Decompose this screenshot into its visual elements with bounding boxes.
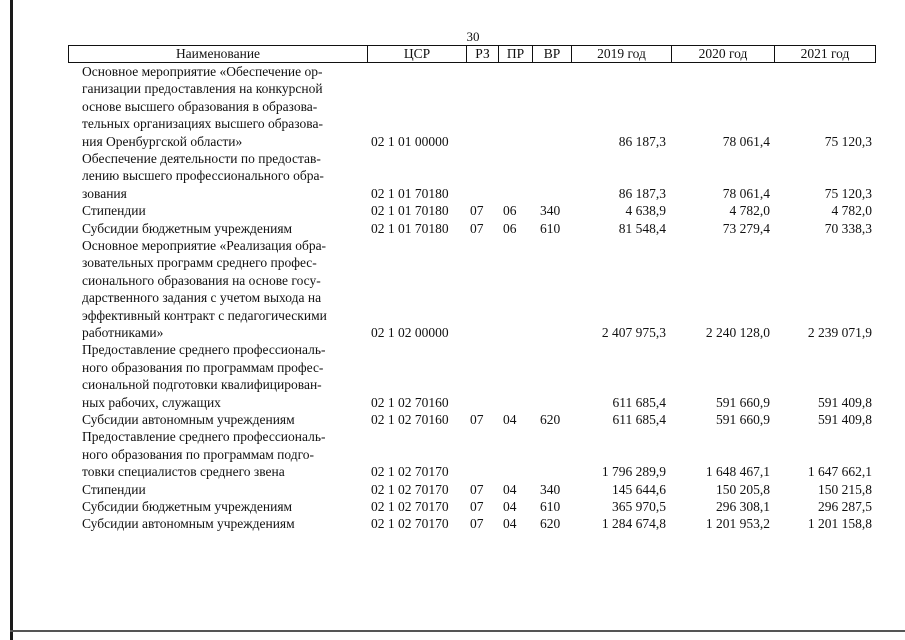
row-name-line: тельных организациях высшего образова- (82, 116, 323, 132)
pr-cell: 06 (503, 203, 517, 219)
row-name-line: работниками» (82, 325, 164, 340)
rz-cell: 07 (470, 203, 484, 219)
csr-cell: 02 1 01 00000 (371, 133, 449, 149)
value-2020-cell: 296 308,1 (716, 499, 770, 514)
vr-cell: 610 (540, 499, 561, 514)
value-2019-cell: 365 970,5 (612, 499, 666, 514)
row-name-line: Основное мероприятие «Обеспечение ор- (82, 64, 323, 79)
row-name-line: Обеспечение деятельности по предостав- (82, 151, 321, 166)
value-2021-cell: 75 120,3 (824, 185, 872, 201)
value-2021-cell: 591 409,8 (818, 412, 872, 427)
page-edge-left (10, 0, 13, 640)
row-name-line: сиональной подготовки квалифицирован- (82, 377, 322, 393)
value-2019-cell: 145 644,6 (612, 481, 666, 497)
header-2019: 2019 год (571, 45, 672, 63)
row-name-line: Основное мероприятие «Реализация обра- (82, 238, 327, 253)
header-vr: ВР (532, 45, 572, 63)
row-name-line: ганизации предоставления на конкурсной (82, 81, 323, 97)
value-2021-cell: 4 782,0 (831, 203, 872, 219)
value-2020-cell: 150 205,8 (716, 481, 770, 497)
row-name-line: основе высшего образования в образова- (82, 98, 318, 114)
row-name-line: лению высшего профессионального обра- (82, 168, 324, 184)
page-number: 30 (466, 29, 480, 44)
csr-cell: 02 1 02 70170 (371, 499, 449, 514)
rz-cell: 07 (470, 499, 484, 514)
value-2021-cell: 150 215,8 (818, 481, 872, 497)
value-2021-cell: 296 287,5 (818, 499, 872, 514)
value-2019-cell: 611 685,4 (612, 412, 666, 427)
row-name-line: Стипендии (82, 203, 146, 219)
vr-cell: 620 (540, 412, 561, 427)
value-2021-cell: 591 409,8 (818, 394, 872, 410)
row-name-line: зовательных программ среднего профес- (82, 255, 317, 271)
value-2019-cell: 2 407 975,3 (601, 325, 666, 340)
value-2020-cell: 4 782,0 (729, 203, 770, 219)
value-2021-cell: 2 239 071,9 (807, 325, 872, 340)
value-2019-cell: 4 638,9 (625, 203, 666, 219)
value-2020-cell: 78 061,4 (722, 133, 770, 149)
vr-cell: 610 (540, 220, 561, 236)
header-2021: 2021 год (774, 45, 876, 63)
value-2019-cell: 611 685,4 (612, 394, 666, 410)
header-csr: ЦСР (367, 45, 467, 63)
page-edge-bottom (10, 630, 905, 632)
vr-cell: 620 (540, 516, 561, 532)
row-name-line: Предоставление среднего профессиональ- (82, 342, 326, 358)
row-name-line: ного образования по программам подго- (82, 446, 315, 462)
rz-cell: 07 (470, 481, 484, 497)
csr-cell: 02 1 01 70180 (371, 185, 449, 201)
row-name-line: ного образования по программам профес- (82, 359, 324, 375)
header-pr: ПР (498, 45, 533, 63)
value-2020-cell: 73 279,4 (722, 220, 770, 236)
value-2020-cell: 78 061,4 (722, 185, 770, 201)
vr-cell: 340 (540, 481, 561, 497)
pr-cell: 04 (503, 412, 517, 427)
value-2020-cell: 2 240 128,0 (705, 325, 770, 340)
pr-cell: 04 (503, 481, 517, 497)
pr-cell: 06 (503, 220, 517, 236)
value-2021-cell: 70 338,3 (824, 220, 872, 236)
value-2021-cell: 1 201 158,8 (807, 516, 872, 532)
value-2019-cell: 86 187,3 (618, 185, 666, 201)
rz-cell: 07 (470, 412, 484, 427)
row-name-line: Субсидии автономным учреждениям (82, 412, 295, 427)
row-name-line: товки специалистов среднего звена (82, 464, 285, 480)
csr-cell: 02 1 02 70160 (371, 412, 449, 427)
csr-cell: 02 1 02 70170 (371, 464, 449, 480)
value-2019-cell: 86 187,3 (618, 133, 666, 149)
row-name-line: эффективный контракт с педагогическими (82, 307, 327, 323)
row-name-line: зования (82, 185, 127, 201)
value-2020-cell: 591 660,9 (716, 394, 770, 410)
value-2020-cell: 591 660,9 (716, 412, 770, 427)
row-name-line: сионального образования на основе госу- (82, 272, 321, 288)
header-2020: 2020 год (671, 45, 775, 63)
rz-cell: 07 (470, 220, 484, 236)
row-name-line: Предоставление среднего профессиональ- (82, 429, 326, 445)
row-name-line: ных рабочих, служащих (82, 394, 221, 410)
row-name-line: Субсидии автономным учреждениям (82, 516, 295, 532)
value-2019-cell: 1 284 674,8 (601, 516, 666, 532)
header-name: Наименование (68, 45, 368, 63)
csr-cell: 02 1 01 70180 (371, 220, 449, 236)
value-2020-cell: 1 201 953,2 (705, 516, 770, 532)
value-2019-cell: 81 548,4 (618, 220, 666, 236)
csr-cell: 02 1 02 70170 (371, 481, 449, 497)
row-name-line: дарственного задания с учетом выхода на (82, 290, 322, 306)
value-2019-cell: 1 796 289,9 (601, 464, 666, 480)
row-name-line: Субсидии бюджетным учреждениям (82, 499, 293, 514)
pr-cell: 04 (503, 516, 517, 532)
csr-cell: 02 1 02 70160 (371, 394, 449, 410)
pr-cell: 04 (503, 499, 517, 514)
value-2021-cell: 1 647 662,1 (807, 464, 872, 480)
csr-cell: 02 1 02 70170 (371, 516, 449, 532)
row-name-line: ния Оренбургской области» (82, 133, 243, 149)
csr-cell: 02 1 01 70180 (371, 203, 449, 219)
vr-cell: 340 (540, 203, 561, 219)
value-2020-cell: 1 648 467,1 (705, 464, 770, 480)
csr-cell: 02 1 02 00000 (371, 325, 449, 340)
row-name-line: Субсидии бюджетным учреждениям (82, 220, 293, 236)
value-2021-cell: 75 120,3 (824, 133, 872, 149)
header-rz: РЗ (466, 45, 499, 63)
row-name-line: Стипендии (82, 481, 146, 497)
rz-cell: 07 (470, 516, 484, 532)
